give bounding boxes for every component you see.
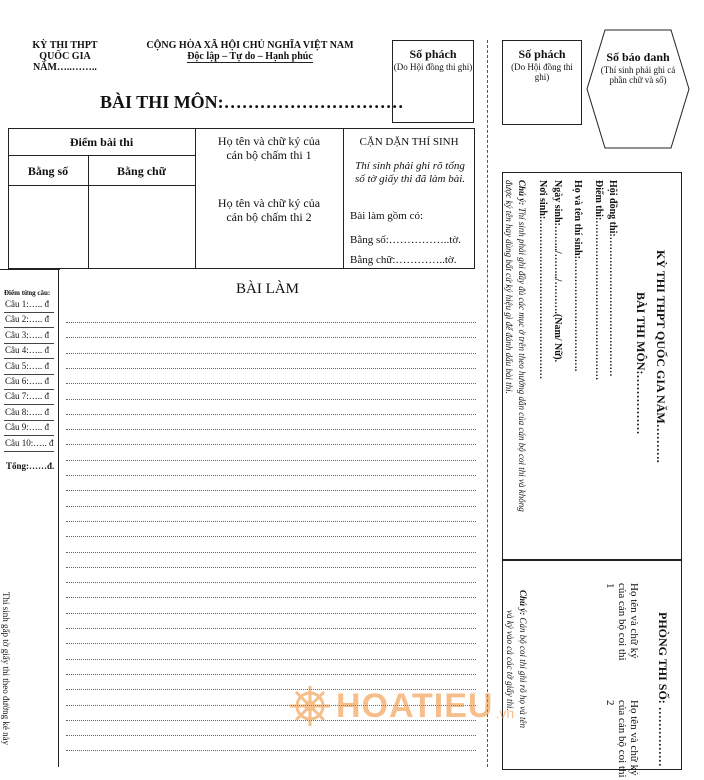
exam-site-field[interactable]: Điểm thi:………………………………………… bbox=[593, 180, 604, 381]
answer-line[interactable] bbox=[66, 536, 476, 537]
answer-line[interactable] bbox=[66, 582, 476, 583]
ship-wheel-icon bbox=[288, 684, 332, 728]
right-subject-title: BÀI THI MÔN:…………… bbox=[634, 292, 648, 435]
right-exam-title: KỲ THI THPT QUỐC GIA NĂM………. bbox=[654, 250, 668, 463]
left-column-divider bbox=[58, 269, 59, 767]
question-score-3[interactable]: Câu 3:….. đ bbox=[5, 329, 49, 340]
question-score-6[interactable]: Câu 6:….. đ bbox=[5, 376, 49, 386]
proctor-note-label: Chú ý: bbox=[518, 590, 528, 616]
question-score-underline bbox=[4, 404, 54, 405]
total-score[interactable] bbox=[6, 461, 54, 471]
answer-line[interactable] bbox=[66, 429, 476, 430]
so-phach-title: Số phách bbox=[409, 47, 457, 61]
candidate-note-label: Chú ý: bbox=[517, 180, 527, 206]
answer-title: BÀI LÀM bbox=[236, 281, 299, 297]
answer-line[interactable] bbox=[66, 322, 476, 323]
answer-line[interactable] bbox=[66, 353, 476, 354]
question-score-underline bbox=[4, 451, 54, 452]
answer-line[interactable] bbox=[66, 399, 476, 400]
score-number-field[interactable] bbox=[8, 186, 88, 268]
answer-line[interactable] bbox=[66, 597, 476, 598]
score-title: Điểm bài thi bbox=[69, 135, 134, 149]
answer-line[interactable] bbox=[66, 674, 476, 675]
question-score-underline bbox=[4, 435, 54, 436]
question-score-5[interactable]: Câu 5:….. đ bbox=[5, 360, 49, 371]
question-score-underline bbox=[4, 343, 54, 344]
republic-title: CỘNG HÒA XÃ HỘI CHỦ NGHĨA VIỆT NAM bbox=[146, 40, 354, 51]
cut-line bbox=[487, 40, 488, 767]
sbd-hexagon[interactable] bbox=[585, 28, 691, 150]
question-score-8[interactable]: Câu 8:….. đ bbox=[5, 406, 49, 417]
so-phach-2-note: (Do Hội đồng thi ghi) bbox=[511, 62, 573, 82]
candidate-note bbox=[517, 180, 527, 512]
score-by-number-header: Bằng số bbox=[27, 164, 69, 178]
proctor-1-label: Họ tên và chữ ký của cán bộ coi thi 1 bbox=[604, 583, 640, 661]
exam-line-2: QUỐC GIA NĂM…..…….. bbox=[33, 51, 97, 73]
answer-line[interactable] bbox=[66, 414, 476, 415]
answer-line[interactable] bbox=[66, 506, 476, 507]
table-divider-1 bbox=[195, 128, 196, 269]
subject-title: BÀI THI MÔN:………………………… bbox=[100, 92, 404, 112]
exam-council-field[interactable]: Hội đồng thi:…………………………………… bbox=[607, 180, 618, 377]
answer-line[interactable] bbox=[66, 628, 476, 629]
table-row-line-1 bbox=[8, 155, 195, 156]
score-words-field[interactable] bbox=[89, 186, 195, 268]
question-score-underline bbox=[4, 312, 54, 313]
exam-name bbox=[10, 40, 120, 73]
date-of-birth-field[interactable]: Ngày sinh:……../……../……….(Nam/ Nữ). bbox=[552, 180, 563, 363]
question-score-2[interactable]: Câu 2:….. đ bbox=[5, 314, 49, 325]
question-score-9[interactable]: Câu 9:….. đ bbox=[5, 422, 49, 433]
answer-line[interactable] bbox=[66, 613, 476, 614]
answer-line[interactable] bbox=[66, 659, 476, 660]
question-score-underline bbox=[4, 420, 54, 421]
proctor-note-text-1: Cán bộ coi thi ghi rõ họ và tên bbox=[518, 617, 528, 729]
question-score-underline bbox=[4, 374, 54, 375]
sbd-label bbox=[600, 50, 676, 85]
instruction-title: CẶN DẶN THÍ SINH bbox=[359, 136, 459, 148]
question-score-7[interactable]: Câu 7:….. đ bbox=[5, 391, 49, 402]
national-motto: Độc lập – Tự do – Hạnh phúc bbox=[187, 51, 313, 62]
left-column-top bbox=[0, 269, 60, 270]
question-score-10[interactable]: Câu 10:….. đ bbox=[5, 437, 54, 448]
answer-line[interactable] bbox=[66, 444, 476, 445]
watermark-tld: .vn bbox=[495, 705, 515, 721]
answer-line[interactable] bbox=[66, 552, 476, 553]
answer-line[interactable] bbox=[66, 475, 476, 476]
watermark-brand: HOATIEU bbox=[336, 686, 494, 725]
so-phach-box[interactable] bbox=[392, 40, 474, 123]
per-question-score-header: Điểm từng câu: bbox=[4, 289, 51, 297]
pages-title: Bài làm gồm có: bbox=[350, 210, 424, 222]
score-by-words-header: Bằng chữ bbox=[117, 164, 166, 178]
candidate-note-text-1: Thí sinh phải ghi đầy đủ các mục ở trên theo hướng dẫn của cán bộ coi thi và không bbox=[517, 207, 527, 512]
exam-room-field[interactable]: PHÒNG THI SỐ: …………… bbox=[656, 612, 670, 767]
candidate-note-text-2: được ký tên hay dùng bất cứ ký hiệu gì để đánh dấu bài thi. bbox=[504, 180, 514, 394]
question-score-underline bbox=[4, 358, 54, 359]
answer-line[interactable] bbox=[66, 567, 476, 568]
proctor-2-label: Họ tên và chữ ký của cán bộ coi thi 2 bbox=[604, 700, 640, 778]
total-score-label: Tổng:……đ. bbox=[6, 461, 55, 471]
national-header bbox=[130, 40, 370, 63]
birthplace-field[interactable]: Nơi sinh:………………………………………… bbox=[537, 180, 548, 380]
question-score-underline bbox=[4, 327, 54, 328]
proctor-note-text-2: và ký vào cả các tờ giấy thi. bbox=[505, 610, 515, 711]
answer-line[interactable] bbox=[66, 750, 476, 751]
answer-line[interactable] bbox=[66, 368, 476, 369]
so-phach-2-title: Số phách bbox=[518, 47, 566, 61]
answer-line[interactable] bbox=[66, 521, 476, 522]
so-phach-box-2[interactable] bbox=[502, 40, 582, 125]
answer-line[interactable] bbox=[66, 490, 476, 491]
fold-note: Thí sinh gấp tờ giấy thi theo đường kẻ này bbox=[1, 592, 11, 746]
candidate-name-field[interactable]: Họ và tên thí sinh:……………………………. bbox=[572, 180, 583, 372]
table-divider-2 bbox=[343, 128, 344, 269]
sbd-note: (Thí sinh phải ghi cả phần chữ và số) bbox=[600, 65, 676, 85]
proctor-note bbox=[518, 590, 528, 728]
question-score-underline bbox=[4, 389, 54, 390]
pages-number[interactable]: Bằng số:……………..tờ. bbox=[350, 234, 461, 246]
answer-line[interactable] bbox=[66, 337, 476, 338]
pages-words[interactable]: Bằng chữ:…………..tờ. bbox=[350, 254, 457, 266]
instruction-text: Thí sinh phải ghi rõ tổng số tờ giấy thi đã làm bài. bbox=[354, 160, 466, 185]
answer-line[interactable] bbox=[66, 735, 476, 736]
question-score-4[interactable]: Câu 4:….. đ bbox=[5, 345, 49, 356]
grader-2-label: Họ tên và chữ ký của cán bộ chấm thi 2 bbox=[217, 196, 321, 224]
answer-line[interactable] bbox=[66, 460, 476, 461]
answer-line[interactable] bbox=[66, 383, 476, 384]
so-phach-note: (Do Hội đồng thi ghi) bbox=[393, 62, 473, 72]
sbd-title: Số báo danh bbox=[606, 50, 670, 64]
question-score-1[interactable]: Câu 1:….. đ bbox=[5, 299, 49, 309]
watermark bbox=[288, 684, 514, 728]
answer-line[interactable] bbox=[66, 643, 476, 644]
exam-line-1: KỲ THI THPT bbox=[32, 40, 98, 51]
grader-1-label: Họ tên và chữ ký của cán bộ chấm thi 1 bbox=[217, 134, 321, 162]
